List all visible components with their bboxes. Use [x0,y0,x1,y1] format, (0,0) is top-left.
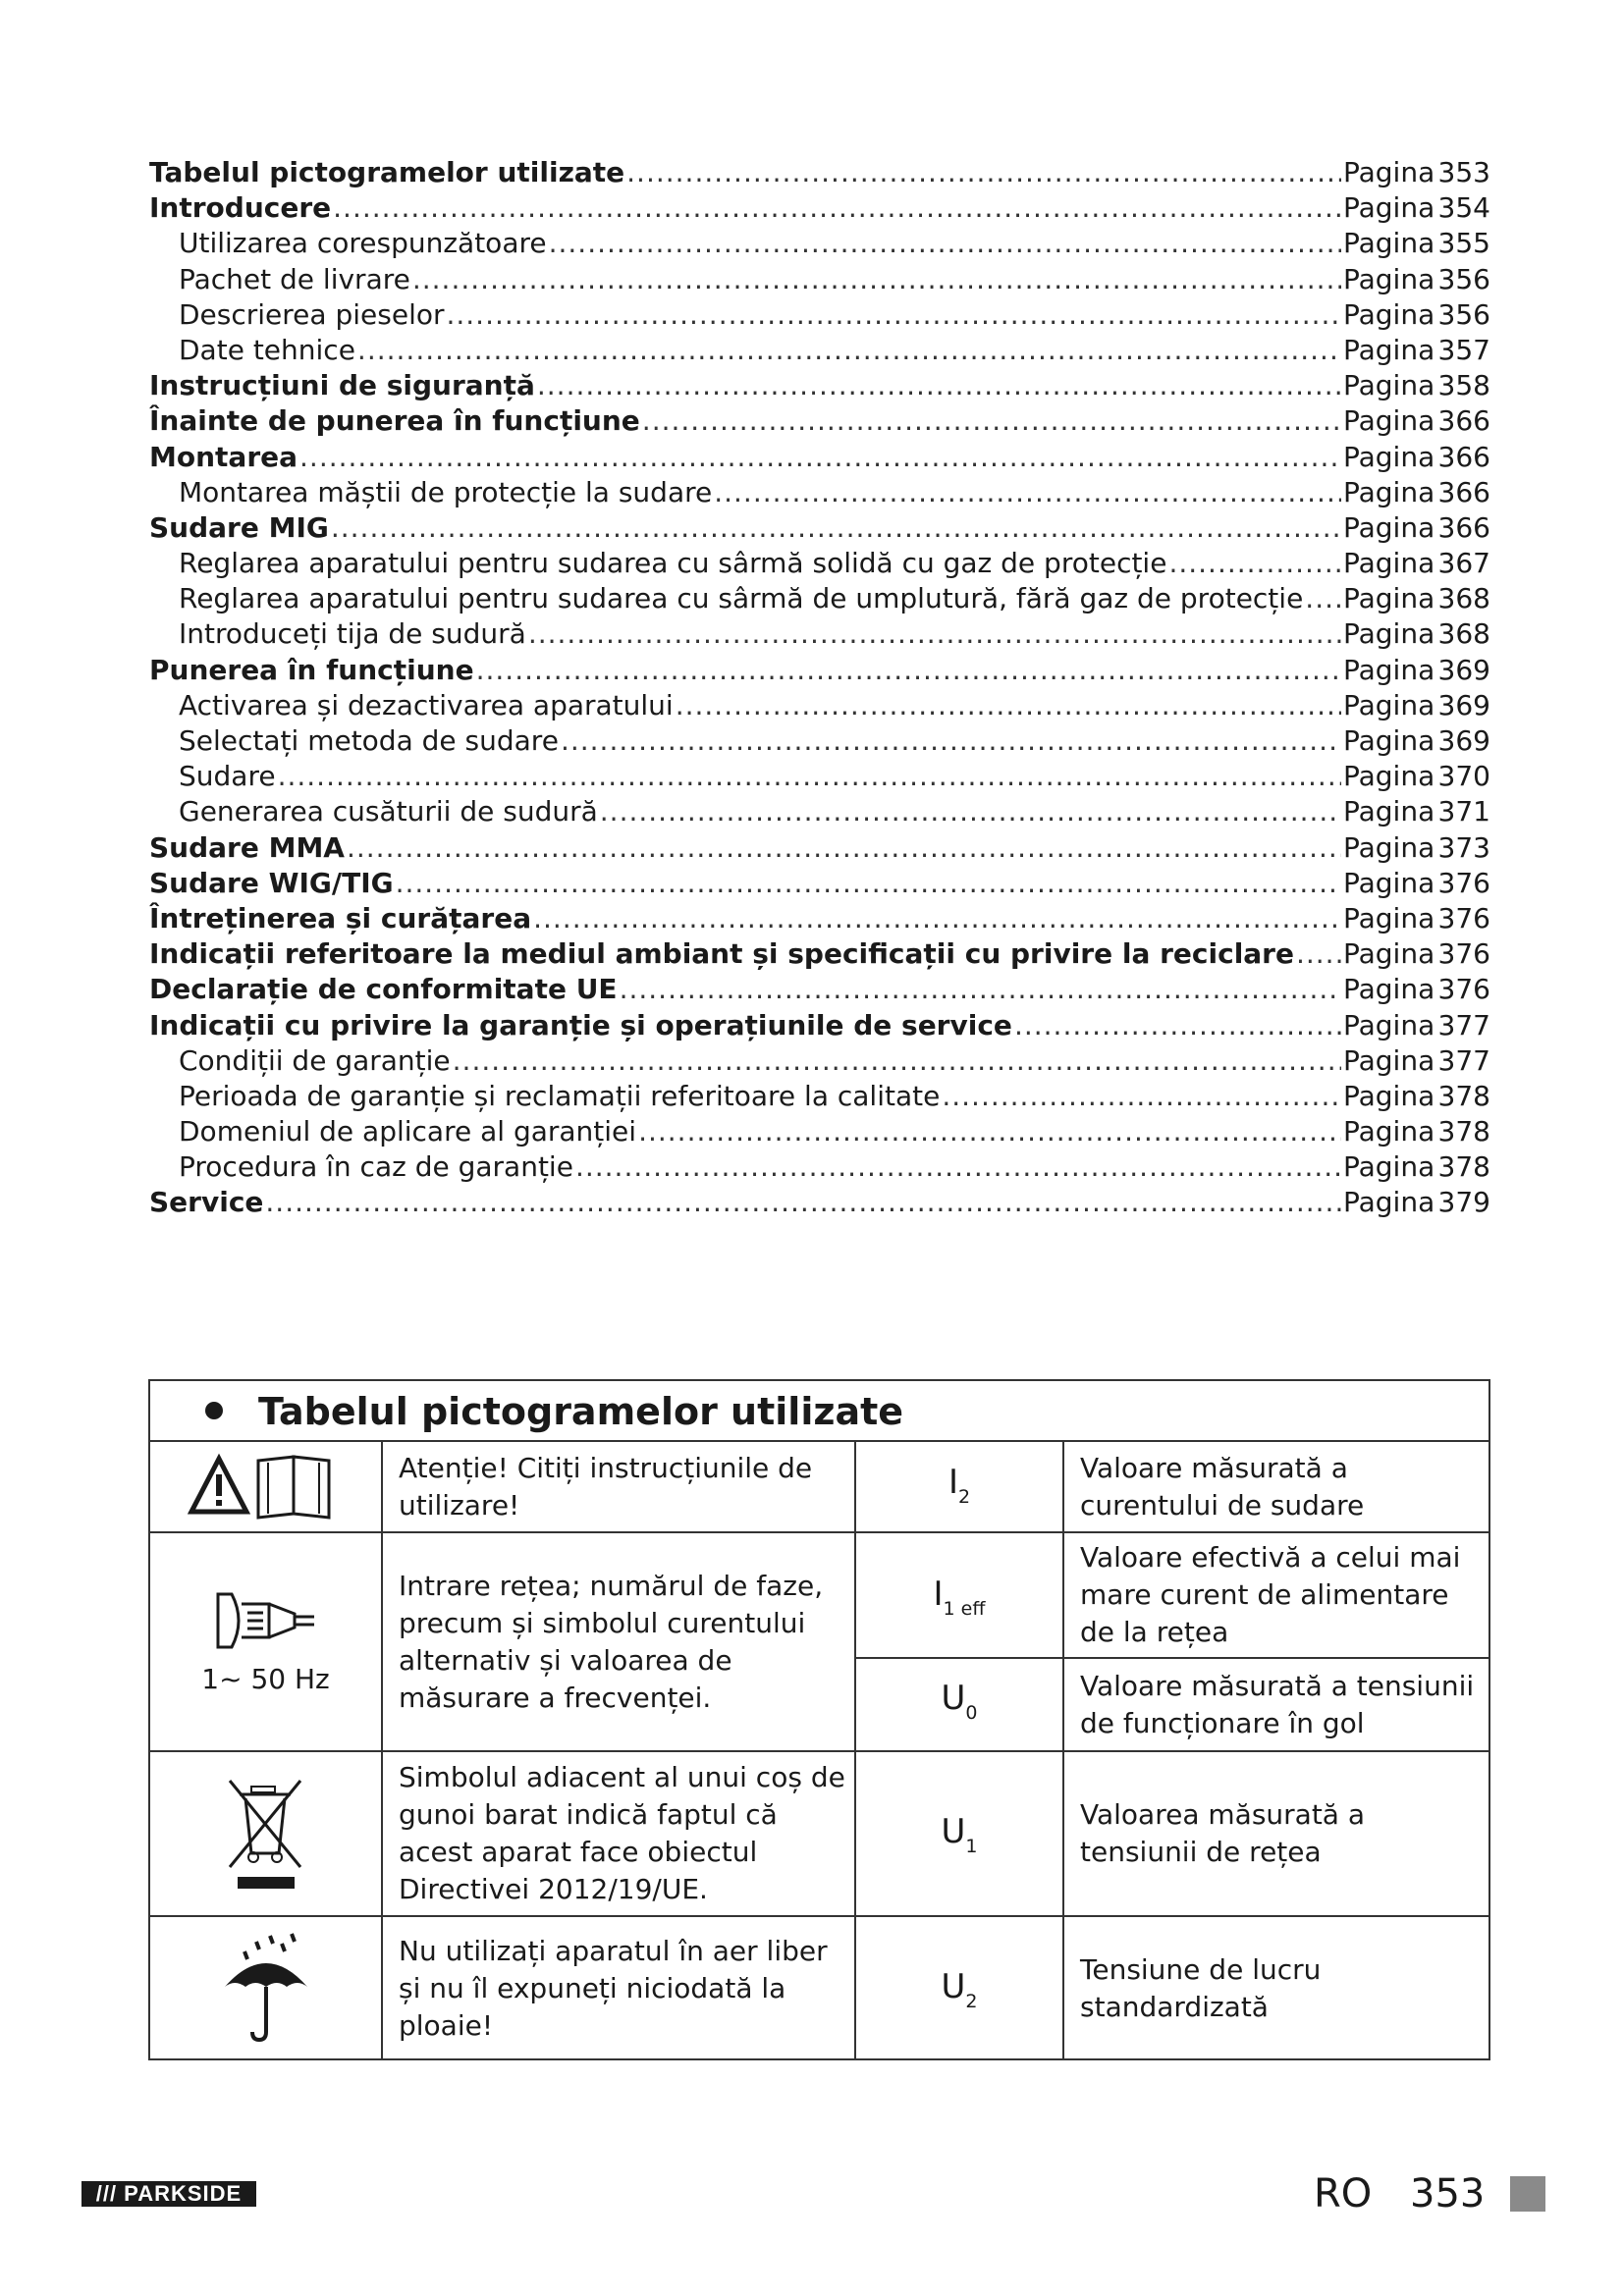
toc-dot-leader [537,368,1341,403]
toc-page-number: 366 [1437,510,1490,544]
toc-page-number: 366 [1437,440,1490,473]
toc-dot-leader [347,830,1341,866]
toc-page-label: Pagina [1343,440,1435,473]
toc-page-number: 357 [1437,333,1490,366]
toc-entry-title: Instrucțiuni de siguranță [149,369,535,402]
toc-page-label: Pagina [1343,937,1435,971]
symbol-i2: $I_2$ [947,1463,971,1508]
warning-description: Atenție! Citiți instrucțiunile de utilizare! [399,1451,813,1522]
toc-page-number: 376 [1437,937,1490,971]
toc-dot-leader [299,440,1341,475]
toc-dot-leader [561,723,1341,759]
toc-entry-title: Montarea [149,440,298,473]
toc-entry-title: Selectați metoda de sudare [179,724,559,757]
symbol-u0: $U_0$ [941,1679,978,1724]
toc-page-number: 355 [1437,227,1490,260]
toc-page-number: 354 [1437,191,1490,225]
toc-entry-title: Perioada de garanție și reclamații referitoare la calitate [179,1079,941,1112]
toc-page-number: 353 [1437,156,1490,188]
page-number: 353 [1410,2171,1486,2216]
toc-entry-title: Pachet de livrare [179,262,410,295]
toc-page-label: Pagina [1343,156,1435,188]
toc-entry [149,1079,1490,1114]
toc-entry [149,1008,1490,1043]
mains-description: Intrare rețea; numărul de faze, precum și simbolul curentului alternativ și valoarea de măsurare a frecvenței. [399,1569,824,1714]
page-marker-square [1510,2176,1545,2212]
toc-page-label: Pagina [1343,1115,1435,1148]
symbol-u0-meaning: Valoare măsurată a tensiunii de funcționare în gol [1080,1669,1475,1739]
toc-dot-leader [333,190,1341,226]
toc-page-label: Pagina [1343,653,1435,686]
toc-dot-leader [1296,936,1341,972]
toc-page-label: Pagina [1343,795,1435,828]
toc-dot-leader [714,475,1341,510]
toc-entry-title: Montarea măștii de protecție la sudare [179,475,713,508]
toc-entry [149,333,1490,368]
toc-entry-title: Generarea cusăturii de sudură [179,795,598,828]
toc-page-label: Pagina [1343,617,1435,651]
toc-entry-title: Sudare WIG/TIG [149,866,394,899]
toc-page-label: Pagina [1343,688,1435,721]
toc-page-label: Pagina [1343,297,1435,331]
toc-page-number: 370 [1437,760,1490,793]
toc-entry-title: Service [149,1186,264,1219]
toc-page-label: Pagina [1343,547,1435,580]
toc-entry-title: Descrierea pieselor [179,297,445,331]
toc-entry-title: Introduceți tija de sudură [179,617,526,651]
toc-entry-title: Sudare [179,760,276,793]
toc-entry-title: Procedura în caz de garanție [179,1150,573,1184]
toc-page-label: Pagina [1343,1008,1435,1041]
mains-frequency-label: 1~ 50 Hz [201,1662,330,1695]
toc-page-label: Pagina [1343,1079,1435,1112]
toc-entry [149,653,1490,688]
toc-entry [149,794,1490,829]
toc-entry-title: Întreținerea și curățarea [149,901,532,934]
toc-entry-title: Introducere [149,191,332,225]
toc-page-label: Pagina [1343,1043,1435,1077]
toc-page-label: Pagina [1343,830,1435,864]
toc-dot-leader [1168,546,1341,581]
toc-entry [149,546,1490,581]
toc-entry [149,972,1490,1007]
toc-dot-leader [676,688,1341,723]
toc-page-number: 356 [1437,262,1490,295]
toc-dot-leader [575,1149,1341,1185]
symbol-u2-meaning: Tensiune de lucru standardizată [1080,1953,1322,2023]
toc-entry [149,616,1490,652]
toc-page-number: 377 [1437,1008,1490,1041]
toc-page-label: Pagina [1343,760,1435,793]
toc-entry-title: Punerea în funcțiune [149,653,474,686]
toc-entry [149,1043,1490,1079]
toc-entry [149,1185,1490,1220]
toc-dot-leader [357,333,1341,368]
toc-page-number: 368 [1437,617,1490,651]
toc-entry [149,226,1490,261]
toc-page-label: Pagina [1343,1150,1435,1184]
toc-dot-leader [942,1079,1341,1114]
toc-page-number: 356 [1437,297,1490,331]
toc-page-number: 368 [1437,582,1490,615]
toc-page-number: 369 [1437,724,1490,757]
toc-entry-title: Condiții de garanție [179,1043,451,1077]
toc-page-label: Pagina [1343,510,1435,544]
toc-dot-leader [278,759,1341,794]
toc-page-label: Pagina [1343,227,1435,260]
toc-entry-title: Reglarea aparatului pentru sudarea cu sârmă solidă cu gaz de protecție [179,547,1167,580]
toc-page-number: 367 [1437,547,1490,580]
toc-page-number: 378 [1437,1079,1490,1112]
toc-entry [149,688,1490,723]
toc-entry [149,440,1490,475]
toc-page-number: 378 [1437,1150,1490,1184]
symbol-i2-meaning: Valoare măsurată a curentului de sudare [1080,1451,1365,1522]
crossed-bin-icon [150,1752,381,1915]
toc-dot-leader [533,901,1341,936]
toc-entry [149,155,1490,190]
toc-entry [149,403,1490,439]
umbrella-rain-icon [150,1917,381,2060]
toc-entry-title: Reglarea aparatului pentru sudarea cu sârmă de umplutură, fără gaz de protecție [179,582,1304,615]
toc-dot-leader [528,616,1341,652]
toc-entry-title: Activarea și dezactivarea aparatului [179,688,674,721]
toc-dot-leader [446,297,1341,333]
toc-dot-leader [549,226,1341,261]
symbol-u1-meaning: Valoarea măsurată a tensiunii de rețea [1080,1798,1366,1868]
toc-page-number: 358 [1437,369,1490,402]
toc-entry-title: Domeniul de aplicare al garanției [179,1115,637,1148]
toc-entry-title: Indicații cu privire la garanție și operațiunile de service [149,1008,1012,1041]
weee-description: Simbolul adiacent al unui coș de gunoi barat indică faptul că acest aparat face obiectul Directivei 2012/19/UE. [399,1761,845,1905]
toc-page-label: Pagina [1343,404,1435,438]
toc-page-number: 376 [1437,973,1490,1006]
toc-page-number: 373 [1437,830,1490,864]
toc-entry [149,901,1490,936]
pictogram-table-title: Tabelul pictogramelor utilizate [258,1390,904,1433]
toc-entry-title: Tabelul pictogramelor utilizate [149,156,625,188]
toc-entry [149,510,1490,546]
language-code: RO [1314,2171,1373,2216]
rain-description: Nu utilizați aparatul în aer liber și nu îl expuneți niciodată la ploaie! [399,1935,828,2042]
toc-page-number: 376 [1437,866,1490,899]
toc-page-number: 376 [1437,901,1490,934]
toc-page-label: Pagina [1343,724,1435,757]
mains-plug-icon [212,1586,320,1655]
toc-dot-leader [642,403,1341,439]
toc-page-label: Pagina [1343,333,1435,366]
toc-page-label: Pagina [1343,475,1435,508]
toc-entry [149,368,1490,403]
toc-entry [149,936,1490,972]
toc-dot-leader [1305,581,1341,616]
toc-dot-leader [626,155,1341,190]
warning-manual-icon [150,1442,381,1531]
toc-page-label: Pagina [1343,973,1435,1006]
pictogram-table-header [150,1381,1489,1442]
toc-entry [149,866,1490,901]
toc-page-number: 369 [1437,653,1490,686]
toc-entry [149,1149,1490,1185]
toc-entry-title: Declarație de conformitate UE [149,973,618,1006]
pictogram-table [148,1379,1490,2060]
symbol-u1: $U_1$ [941,1812,978,1857]
toc-page-number: 379 [1437,1186,1490,1219]
symbol-i1eff: $I_{1 eff}$ [933,1575,986,1620]
toc-entry-title: Sudare MMA [149,830,345,864]
toc-page-label: Pagina [1343,582,1435,615]
toc-entry-title: Sudare MIG [149,510,329,544]
toc-page-number: 366 [1437,475,1490,508]
toc-page-number: 378 [1437,1115,1490,1148]
toc-dot-leader [638,1114,1341,1149]
toc-page-number: 377 [1437,1043,1490,1077]
toc-entry [149,1114,1490,1149]
parkside-logo: /// PARKSIDE [81,2181,256,2207]
toc-entry-title: Date tehnice [179,333,355,366]
toc-dot-leader [265,1185,1341,1220]
toc-entry-title: Indicații referitoare la mediul ambiant și specificații cu privire la reciclare [149,937,1294,971]
table-of-contents [149,155,1490,1221]
symbol-u2: $U_2$ [941,1967,978,2012]
toc-entry [149,262,1490,297]
toc-page-label: Pagina [1343,262,1435,295]
toc-dot-leader [412,262,1341,297]
toc-dot-leader [331,510,1341,546]
toc-entry [149,830,1490,866]
toc-dot-leader [1014,1008,1341,1043]
mains-cell [150,1533,381,1750]
toc-page-label: Pagina [1343,1186,1435,1219]
symbol-i1eff-meaning: Valoare efectivă a celui mai mare curent de alimentare de la rețea [1080,1541,1461,1648]
toc-page-number: 366 [1437,404,1490,438]
toc-page-label: Pagina [1343,866,1435,899]
toc-entry [149,190,1490,226]
toc-page-label: Pagina [1343,901,1435,934]
toc-page-label: Pagina [1343,191,1435,225]
toc-entry [149,297,1490,333]
toc-entry [149,475,1490,510]
toc-entry-title: Înainte de punerea în funcțiune [149,404,640,438]
toc-entry-title: Utilizarea corespunzătoare [179,227,547,260]
toc-dot-leader [600,794,1341,829]
toc-page-number: 371 [1437,795,1490,828]
toc-dot-leader [396,866,1341,901]
bullet-icon [205,1402,223,1419]
toc-dot-leader [620,972,1341,1007]
toc-entry [149,759,1490,794]
toc-page-number: 369 [1437,688,1490,721]
toc-page-label: Pagina [1343,369,1435,402]
toc-entry [149,723,1490,759]
toc-dot-leader [453,1043,1341,1079]
toc-dot-leader [476,653,1341,688]
toc-entry [149,581,1490,616]
